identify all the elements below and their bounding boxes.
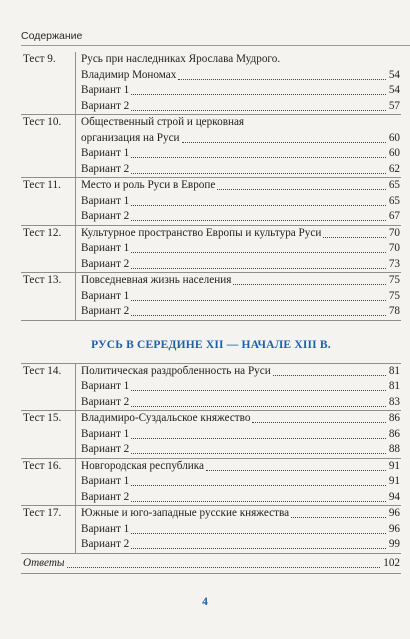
test-title: Место и роль Руси в Европе [81,179,216,191]
variant-label: Вариант 2 [81,395,130,408]
page-ref: 99 [388,538,400,550]
leader-dots [131,501,386,502]
variant-label: Вариант 1 [81,242,130,254]
bottom-rule [21,573,401,574]
page-ref: 96 [388,522,400,535]
test-number: Тест 13. [23,274,62,286]
leader-dots [131,533,386,534]
leader-dots [131,94,386,95]
variant-label: Вариант 2 [81,210,130,222]
toc-title-row [21,178,401,194]
toc-title-row [21,52,401,68]
page-ref: 88 [388,443,400,455]
toc-test-entry [21,52,401,115]
leader-dots [206,470,386,471]
toc-variant-row [21,257,401,273]
page-ref: 75 [388,274,400,286]
leader-dots [273,375,386,376]
leader-dots [131,438,386,439]
toc-variant-row [21,427,401,443]
toc-test-entry [21,115,401,178]
toc-title-row [21,411,401,427]
toc-variant-row [21,99,401,115]
toc-title-row [21,68,401,84]
leader-dots [182,142,386,143]
test-title: Повседневная жизнь населения [81,274,232,286]
page-ref: 75 [388,289,400,302]
test-title: Русь при наследниках Ярослава Мудрого. [81,53,281,65]
leader-dots [131,157,386,158]
page-ref: 91 [388,475,400,487]
leader-dots [131,205,386,206]
toc-variant-row [21,304,401,320]
page-ref: 78 [388,305,400,317]
test-title: Владимиро-Суздальское княжество [81,412,251,424]
leader-dots [67,567,380,568]
variant-label: Вариант 1 [81,147,130,159]
toc-variant-row [21,209,401,225]
variant-label: Вариант 1 [81,475,130,487]
page-ref: 86 [388,427,400,440]
toc-test-entry [21,364,401,412]
page-ref: 102 [383,556,400,569]
toc-variant-row [21,395,401,411]
variant-label: Вариант 2 [81,443,130,455]
leader-dots [131,300,386,301]
page-ref: 70 [388,226,400,239]
leader-dots [131,548,386,549]
toc-test-entry [21,459,401,507]
page-ref: 73 [388,257,400,270]
test-title: Владимир Мономах [81,68,177,81]
test-title: Общественный строй и церковная [81,116,245,128]
page-ref: 60 [388,131,400,144]
test-number: Тест 14. [23,364,62,377]
toc-variant-row [21,474,401,490]
leader-dots [131,220,386,221]
leader-dots [217,189,386,190]
test-number: Тест 16. [23,459,62,472]
test-title: организация на Руси [81,131,180,144]
leader-dots [131,390,386,391]
page-ref: 94 [388,490,400,503]
test-title: Культурное пространство Европы и культура Руси [81,226,322,239]
variant-label: Вариант 2 [81,538,130,550]
toc-variant-row [21,241,401,257]
page-ref: 60 [388,147,400,159]
page-ref: 65 [388,179,400,191]
answers-label: Ответы [23,556,65,569]
toc-variant-row [21,162,401,178]
leader-dots [131,453,386,454]
leader-dots [291,517,386,518]
test-number: Тест 12. [23,226,62,239]
toc-title-row [21,273,401,289]
toc-variant-row [21,289,401,305]
toc-variant-row [21,83,401,99]
toc-variant-row [21,537,401,553]
leader-dots [323,237,386,238]
test-title: Новгородская республика [81,459,205,472]
answers-row [21,556,401,572]
test-number: Тест 15. [23,412,62,424]
page-ref: 57 [388,99,400,112]
toc-test-entry [21,506,401,554]
page-ref: 91 [388,459,400,472]
variant-label: Вариант 1 [81,522,130,535]
toc-title-row [21,459,401,475]
test-title: Южные и юго-западные русские княжества [81,507,290,519]
page-ref: 83 [388,395,400,408]
leader-dots [252,422,386,423]
header-rule [21,45,410,46]
variant-label: Вариант 1 [81,427,130,440]
test-number: Тест 17. [23,507,62,519]
variant-label: Вариант 2 [81,162,130,175]
page-ref: 54 [388,84,400,96]
toc-test-entry [21,411,401,459]
variant-label: Вариант 2 [81,257,130,270]
toc-test-entry [21,226,401,274]
variant-label: Вариант 1 [81,380,130,392]
table-of-contents [21,52,401,574]
page-ref: 65 [388,194,400,207]
variant-label: Вариант 1 [81,84,130,96]
page-ref: 62 [388,162,400,175]
variant-label: Вариант 1 [81,289,130,302]
variant-label: Вариант 2 [81,305,130,317]
variant-label: Вариант 1 [81,194,130,207]
toc-variant-row [21,194,401,210]
page-header: Содержание [21,30,83,42]
toc-title-row [21,226,401,242]
toc-variant-row [21,442,401,458]
variant-label: Вариант 2 [81,490,130,503]
page-ref: 86 [388,412,400,424]
toc-test-entry [21,273,401,321]
page-ref: 81 [388,380,400,392]
test-number: Тест 10. [23,116,62,128]
toc-variant-row [21,490,401,506]
leader-dots [131,406,386,407]
leader-dots [131,173,386,174]
toc-variant-row [21,379,401,395]
page-ref: 54 [388,68,400,81]
leader-dots [131,485,386,486]
test-title: Политическая раздробленность на Руси [81,364,271,377]
variant-label: Вариант 2 [81,99,130,112]
toc-variant-row [21,146,401,162]
page-ref: 67 [388,210,400,222]
test-number: Тест 9. [23,53,56,65]
page-ref: 81 [388,364,400,377]
toc-title-row [21,131,401,147]
leader-dots [233,284,386,285]
toc-title-row [21,115,401,131]
toc-variant-row [21,522,401,538]
toc-title-row [21,364,401,380]
section-heading-wrap [21,321,401,363]
leader-dots [178,79,386,80]
leader-dots [131,315,386,316]
page-ref: 96 [388,507,400,519]
section-heading: РУСЬ В СЕРЕДИНЕ XII — НАЧАЛЕ XIII В. [91,338,331,351]
leader-dots [131,252,386,253]
leader-dots [131,268,386,269]
toc-title-row [21,506,401,522]
page-ref: 70 [388,242,400,254]
leader-dots [131,110,386,111]
page-number: 4 [202,596,208,608]
test-number: Тест 11. [23,179,61,191]
toc-test-entry [21,178,401,226]
